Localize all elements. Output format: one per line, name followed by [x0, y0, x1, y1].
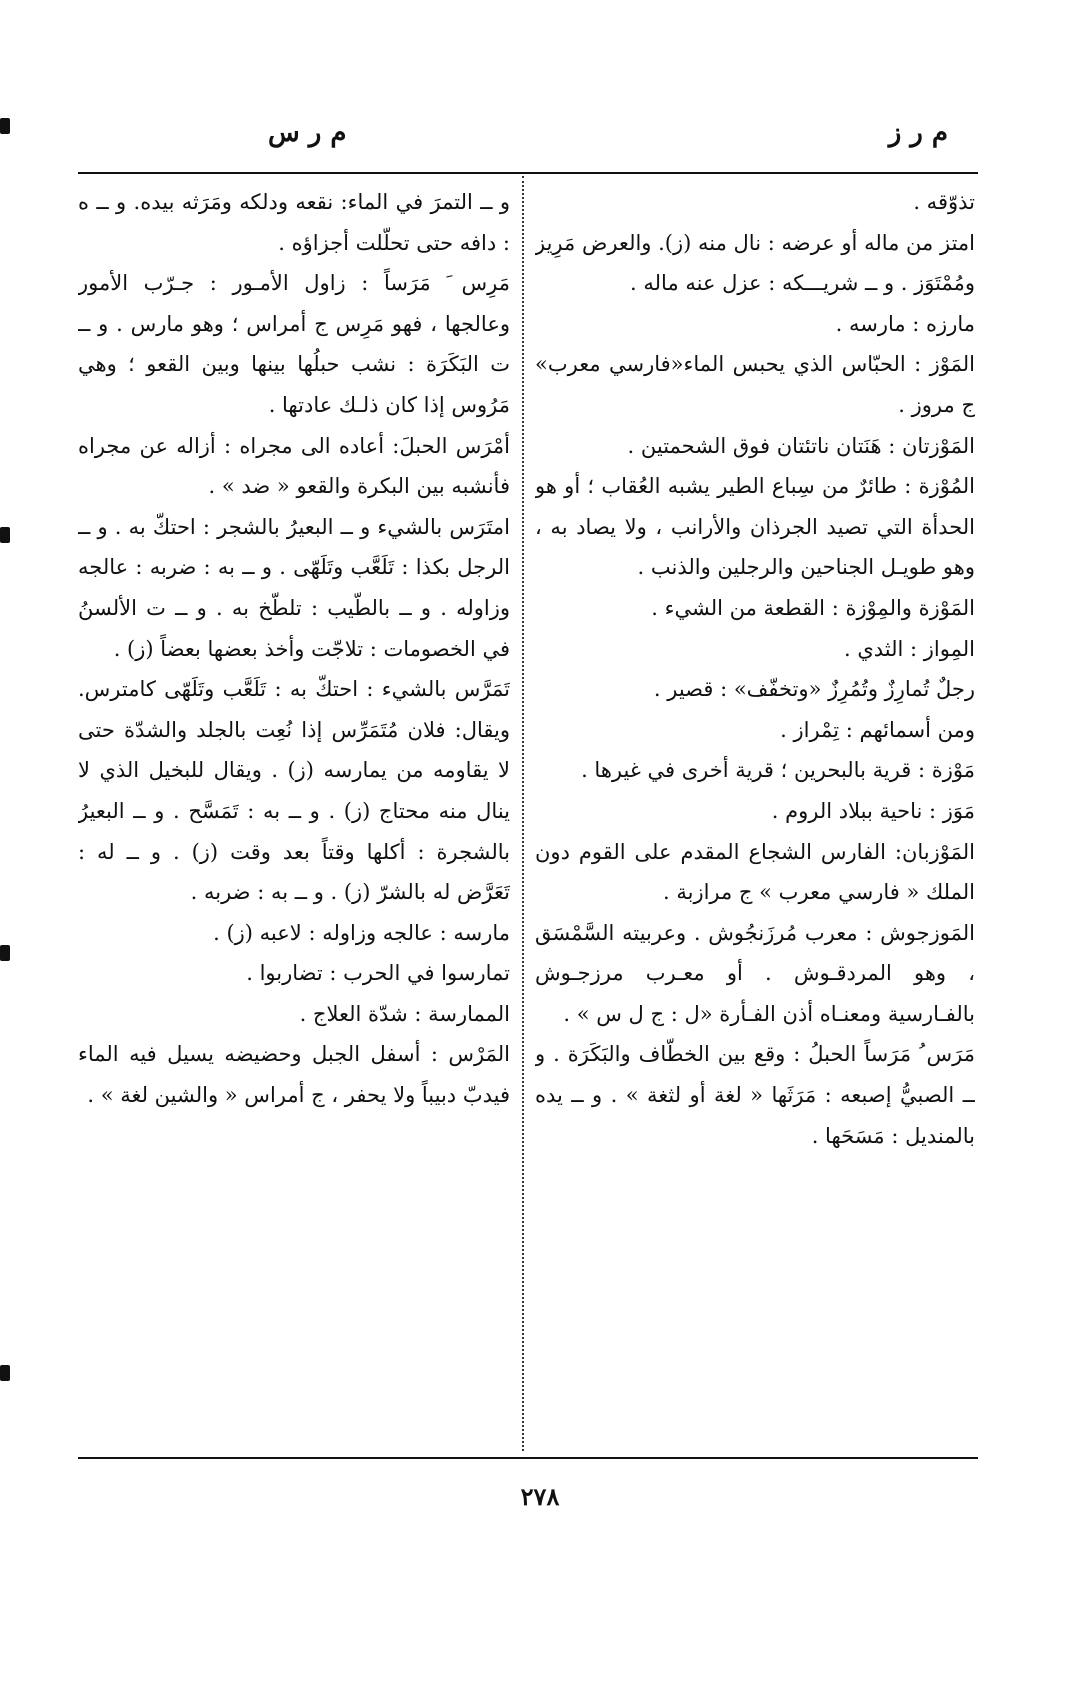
entry: ومن أسمائهم : تِمْراز . — [780, 717, 975, 742]
scan-edge-mark — [0, 1365, 10, 1381]
entry: أمْرَس الحبلَ: أعاده الى مجراه : أزاله عن مجراه فأنشبه بين البكرة والقعو « ضد » . — [78, 433, 510, 499]
entry: امتَرَس بالشيء و ــ البعيرُ بالشجر : احتكّ به . و ــ الرجل بكذا : تَلَعَّب وتَلَهّى . و ــ به : ضربه : عالجه وزاوله . و ــ بالطّيب : تلطّخ به . و ــ ت الألسنُ في الخصومات : تلاجّت وأخذ بعضها بعضاً (ز) . — [78, 514, 510, 661]
entry: المَرْس : أسفل الجبل وحضيضه يسيل فيه الماء فيدبّ دبيباً ولا يحفر ، ج أمراس « والشين لغة » . — [78, 1042, 510, 1108]
entry: تذوّقه . — [913, 190, 975, 214]
entry: امتز من ماله أو عرضه : نال منه (ز). والعرض مَرِيز ومُمْتَوَز . و ــ شريـــكه : عزل عنه ماله . — [535, 230, 975, 296]
entry: مَوَز : ناحية ببلاد الروم . — [771, 798, 975, 823]
entry: المَوْزة والمِوْزة : القطعة من الشيء . — [651, 595, 975, 620]
page-header — [78, 118, 978, 168]
entry: المَوْز : الحبّاس الذي يحبس الماء«فارسي معرب» ج مروز . — [535, 352, 975, 417]
entry: مَوْزة : قرية بالبحرين ؛ قرية أخرى في غيرها . — [581, 758, 975, 783]
entry: مارزه : مارسه . — [835, 311, 975, 336]
entry: مَرِس َ مَرَساً : زاول الأمـور : جـرّب الأمور وعالجها ، فهو مَرِس ج أمراس ؛ وهو مارس . و ــ ت البَكَرَة : نشب حبلُها بينها وبين القعو ؛ وهي مَرُوس إذا كان ذلـك عادتها . — [78, 271, 510, 417]
entry: مارسه : عالجه وزاوله : لاعبه (ز) . — [213, 920, 510, 945]
right-column — [535, 182, 975, 1447]
entry: مَرَس ُ مَرَساً الحبلُ : وقع بين الخطّاف والبَكَرَة . و ــ الصبيُّ إصبعه : مَرَثَها « لغة أو لثغة » . و ــ يده بالمنديل : مَسَحَها . — [535, 1042, 975, 1148]
entry: المِواز : الثدي . — [843, 636, 975, 661]
entry: المَوزجوش : معرب مُرزَنجُوش . وعربيته السَّمْسَق ، وهو المردقـوش . أو معـرب مرزجـوش بالفـارسية ومعنـاه أذن الفـأرة «ل : ج ل س » . — [535, 920, 975, 1026]
left-column — [78, 182, 510, 1447]
column-divider — [522, 176, 524, 1451]
scan-edge-mark — [0, 945, 10, 961]
footer-rule — [78, 1457, 978, 1459]
entry: رجلٌ تُمارِزٌ وتُمُرِزٌ «وتخفّف» : قصير . — [653, 677, 975, 702]
entry: و ــ التمرَ في الماء: نقعه ودلكه ومَرَثه بيده. و ــ ه : دافه حتى تحلّلت أجزاؤه . — [78, 190, 510, 255]
entry: المَوْزبان: الفارس الشجاع المقدم على القوم دون الملك « فارسي معرب » ج مرازبة . — [535, 839, 975, 905]
page-number: ٢٧٨ — [520, 1482, 560, 1511]
entry: الممارسة : شدّة العلاج . — [299, 1001, 510, 1026]
header-root-right: م ر ز — [888, 118, 948, 148]
scan-edge-mark — [0, 527, 10, 543]
header-rule — [78, 172, 978, 174]
entry: المُوْزة : طائرٌ من سِباع الطير يشبه العُقاب ؛ أو هو الحدأة التي تصيد الجرذان والأرانب ، ولا يصاد به ، وهو طويـل الجناحين والرجلين والذنب . — [535, 474, 975, 580]
entry: تمارسوا في الحرب : تضاربوا . — [246, 961, 510, 986]
entry: المَوْزتان : هَنَتان ناتئتان فوق الشحمتين . — [627, 433, 975, 458]
entry: تَمَرَّس بالشيء : احتكّ به : تَلَعَّب وتَلَهّى كامترس. ويقال: فلان مُتَمَرِّس إذا نُعِت بالجلد والشدّة حتى لا يقاومه من يمارسه (ز) . ويقال للبخيل الذي لا ينال منه محتاج (ز) . و ــ به : تَمَسَّح . و ــ البعيرُ بالشجرة : أكلها وقتاً بعد وقت (ز) . و ــ له : تَعَرَّض له بالشرّ (ز) . و ــ به : ضربه . — [78, 677, 510, 905]
scan-edge-mark — [0, 118, 10, 134]
header-root-left: م ر س — [268, 118, 347, 148]
